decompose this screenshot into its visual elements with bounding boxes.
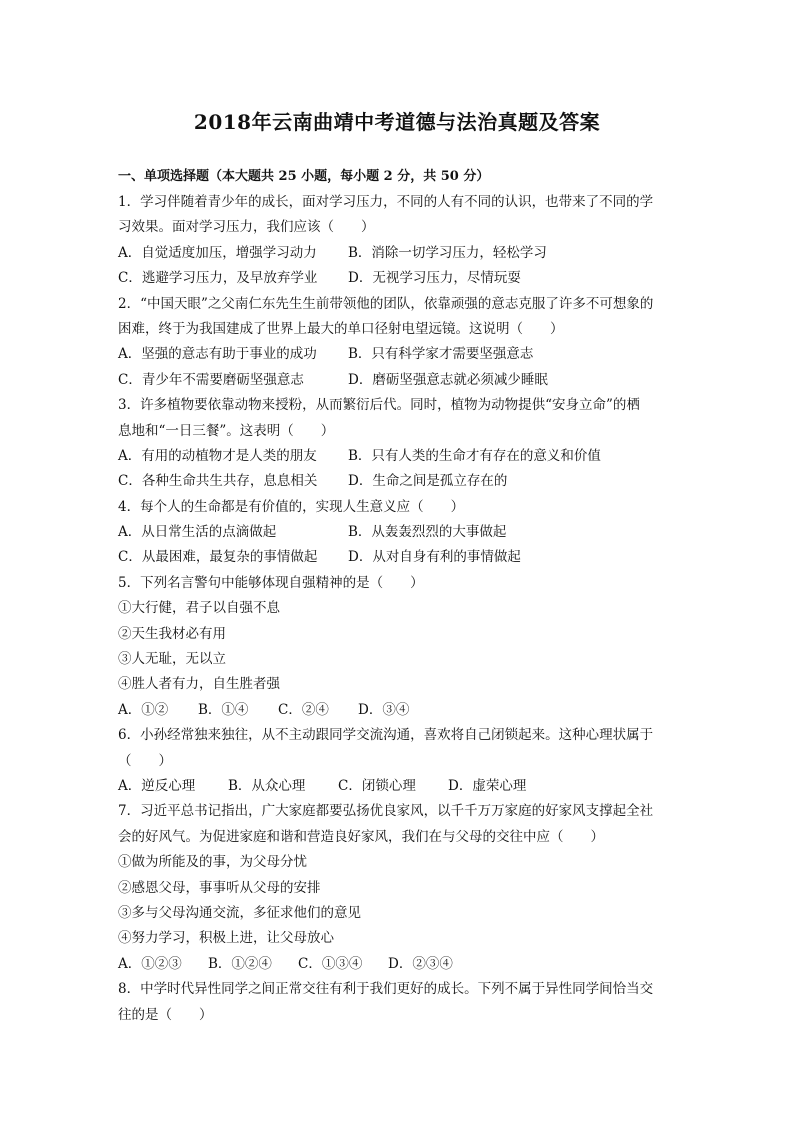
option-b: B．只有人类的生命才有存在的意义和价值 <box>348 447 601 464</box>
option-b: B．消除一切学习压力，轻松学习 <box>348 244 547 261</box>
option-row <box>118 241 678 266</box>
statement-item: ②天生我材必有用 <box>118 625 226 642</box>
option-a: A．有用的动植物才是人类的朋友 <box>118 447 317 464</box>
question-stem: 3．许多植物要依靠动物来授粉，从而繁衍后代。同时，植物为动物提供“安身立命”的栖 <box>118 397 640 414</box>
option-c: C．①③④ <box>298 955 363 972</box>
question-stem: 习效果。面对学习压力，我们应该（ ） <box>118 219 375 236</box>
option-b: B．从众心理 <box>228 777 306 794</box>
statement-item: ④努力学习，积极上进，让父母放心 <box>118 930 334 947</box>
option-row <box>118 520 678 545</box>
statement-item: ①大行健，君子以自强不息 <box>118 600 280 617</box>
option-c: C．②④ <box>278 701 329 718</box>
option-c: C．从最困难，最复杂的事情做起 <box>118 549 318 566</box>
question-stem: 5．下列名言警句中能够体现自强精神的是（ ） <box>118 574 424 591</box>
option-b: B．①④ <box>198 701 249 718</box>
option-c: C．逃避学习压力，及早放弃学业 <box>118 270 318 287</box>
option-d: D．②③④ <box>388 955 453 972</box>
option-row <box>118 469 678 494</box>
option-c: C．闭锁心理 <box>338 777 416 794</box>
question-stem: 4．每个人的生命都是有价值的，实现人生意义应（ ） <box>118 498 465 515</box>
option-d: D．从对自身有利的事情做起 <box>348 549 521 566</box>
question-stem: （ ） <box>118 752 172 769</box>
option-c: C．青少年不需要磨砺坚强意志 <box>118 371 304 388</box>
statement-item: ③多与父母沟通交流，多征求他们的意见 <box>118 904 361 921</box>
option-b: B．①②④ <box>208 955 272 972</box>
question-stem: 会的好风气。为促进家庭和谐和营造良好家风，我们在与父母的交往中应（ ） <box>118 828 604 845</box>
option-d: D．生命之间是孤立存在的 <box>348 473 508 490</box>
option-row <box>118 444 678 469</box>
statement-item: ④胜人者有力，自生胜者强 <box>118 676 280 693</box>
question-stem: 1．学习伴随着青少年的成长，面对学习压力，不同的人有不同的认识，也带来了不同的学 <box>118 194 654 210</box>
option-a: A．①②③ <box>118 955 182 972</box>
option-row <box>118 698 678 723</box>
statement-item: ③人无耻，无以立 <box>118 651 226 668</box>
question-stem: 困难，终于为我国建成了世界上最大的单口径射电望远镜。这说明（ ） <box>118 320 564 337</box>
question-list <box>118 190 678 1028</box>
option-d: D．磨砺坚强意志就必须减少睡眠 <box>348 371 548 388</box>
question-stem: 8．中学时代异性同学之间正常交往有利于我们更好的成长。下列不属于异性同学间恰当交 <box>118 981 654 998</box>
document-title: 2018年云南曲靖中考道德与法治真题及答案 <box>193 110 601 134</box>
option-d: D．虚荣心理 <box>448 777 527 794</box>
option-a: A．坚强的意志有助于事业的成功 <box>118 346 317 363</box>
statement-item: ①做为所能及的事，为父母分忧 <box>118 854 307 871</box>
option-c: C．各种生命共生共存，息息相关 <box>118 473 318 490</box>
option-row <box>118 342 678 367</box>
option-row <box>118 545 678 570</box>
option-b: B．从轰轰烈烈的大事做起 <box>348 524 507 541</box>
question-stem: 6．小孙经常独来独往，从不主动跟同学交流沟通，喜欢将自己闭锁起来。这种心理状属于 <box>118 727 654 744</box>
option-d: D．无视学习压力，尽情玩耍 <box>348 270 521 287</box>
statement-item: ②感恩父母，事事听从父母的安排 <box>118 879 321 896</box>
option-row <box>118 952 678 977</box>
section-heading: 一、单项选择题（本大题共 25 小题，每小题 2 分，共 50 分） <box>118 169 490 184</box>
option-d: D．③④ <box>358 701 410 718</box>
option-a: A．从日常生活的点滴做起 <box>118 524 277 541</box>
option-a: A．①② <box>118 701 169 718</box>
option-row <box>118 368 678 393</box>
question-stem: 7．习近平总书记指出，广大家庭都要弘扬优良家风，以千千万万家庭的好家风支撑起全社 <box>118 803 654 820</box>
question-stem: 息地和“一日三餐”。这表明（ ） <box>118 422 335 439</box>
option-row <box>118 266 678 291</box>
option-b: B．只有科学家才需要坚强意志 <box>348 346 534 363</box>
option-a: A．自觉适度加压，增强学习动力 <box>118 244 317 261</box>
option-a: A．逆反心理 <box>118 777 196 794</box>
question-stem: 2．“中国天眼”之父南仁东先生生前带领他的团队，依靠顽强的意志克服了许多不可想象的 <box>118 295 654 312</box>
option-row <box>118 774 678 799</box>
question-stem: 往的是（ ） <box>118 1006 213 1023</box>
